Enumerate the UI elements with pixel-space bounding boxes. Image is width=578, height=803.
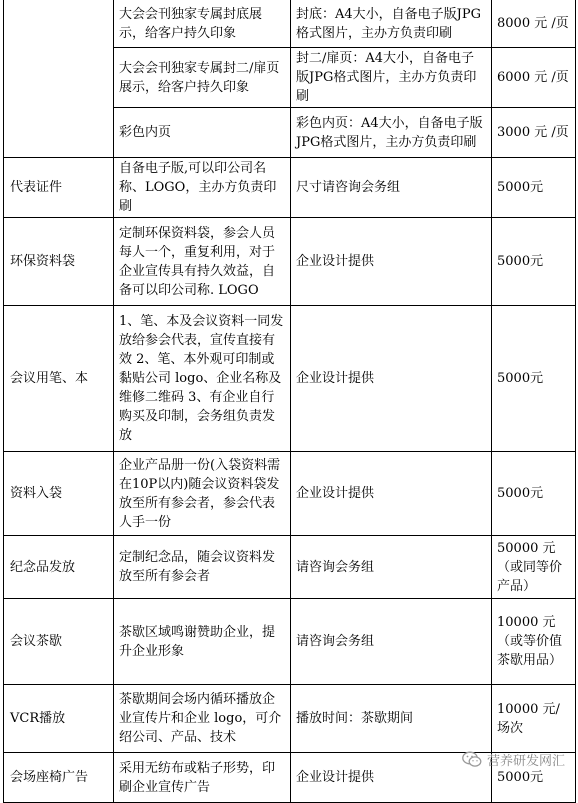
item-cell: 会场座椅广告	[4, 753, 114, 803]
spec-cell: 封二/扉页：A4大小，自备电子版JPG格式图片，主办方负责印刷	[291, 48, 492, 108]
price-cell: 8000 元 /页	[492, 0, 576, 48]
spec-cell: 请咨询会务组	[291, 536, 492, 599]
price-cell: 5000元	[492, 158, 576, 218]
content-cell: 大会会刊独家专属封二/扉页展示，给客户持久印象	[114, 48, 291, 108]
spec-cell: 企业设计提供	[291, 218, 492, 306]
price-cell: 5000元	[492, 753, 576, 803]
price-cell: 5000元	[492, 452, 576, 536]
price-cell: 5000元	[492, 306, 576, 452]
content-cell: 1、笔、本及会议资料一同发放给参会代表，宣传直接有效 2、笔、本外观可印制或黏贴公司 logo、企业名称及维修二维码 3、有企业自行购买及印制，会务组负责发放	[114, 306, 291, 452]
price-cell: 5000元	[492, 218, 576, 306]
spec-cell: 尺寸请咨询会务组	[291, 158, 492, 218]
table-row	[4, 158, 576, 218]
item-cell: 纪念品发放	[4, 536, 114, 599]
spec-cell: 企业设计提供	[291, 452, 492, 536]
item-cell: 环保资料袋	[4, 218, 114, 306]
spec-cell: 封底：A4大小，自备电子版JPG格式图片，主办方负责印刷	[291, 0, 492, 48]
content-cell: 企业产品册一份(入袋资料需在10P以内)随会议资料袋发放至所有参会者，参会代表人手一份	[114, 452, 291, 536]
item-cell: 代表证件	[4, 158, 114, 218]
content-cell: 大会会刊独家专属封底展示，给客户持久印象	[114, 0, 291, 48]
content-cell: 茶歇期间会场内循环播放企业宣传片和企业 logo，可介绍公司、产品、技术	[114, 685, 291, 753]
spec-cell: 播放时间：茶歇期间	[291, 685, 492, 753]
price-cell: 50000 元 （或同等价产品）	[492, 536, 576, 599]
spec-cell: 彩色内页：A4大小，自备电子版JPG格式图片，主办方负责印刷	[291, 108, 492, 158]
price-cell: 10000 元 （或等价值茶歇用品）	[492, 599, 576, 685]
table-row	[4, 685, 576, 753]
content-cell: 采用无纺布或粘子形势，印刷企业宣传广告	[114, 753, 291, 803]
content-cell: 彩色内页	[114, 108, 291, 158]
wechat-icon	[462, 751, 482, 768]
item-cell: 会议用笔、本	[4, 306, 114, 452]
watermark-text: 营养研发网汇	[487, 754, 566, 769]
spec-cell: 请咨询会务组	[291, 599, 492, 685]
watermark	[462, 750, 565, 769]
sponsorship-table	[3, 0, 576, 803]
price-cell: 6000 元 /页	[492, 48, 576, 108]
item-cell: 会议茶歇	[4, 599, 114, 685]
item-cell: VCR播放	[4, 685, 114, 753]
price-cell: 3000 元 /页	[492, 108, 576, 158]
table-row	[4, 452, 576, 536]
spec-cell: 企业设计提供	[291, 306, 492, 452]
content-cell: 自备电子版,可以印公司名称、LOGO，主办方负责印刷	[114, 158, 291, 218]
table-row	[4, 536, 576, 599]
spec-cell: 企业设计提供	[291, 753, 492, 803]
item-cell	[4, 0, 114, 158]
content-cell: 定制环保资料袋，参会人员每人一个，重复利用，对于企业宣传具有持久效益，自备可以印公司称. LOGO	[114, 218, 291, 306]
price-cell: 10000 元/场次	[492, 685, 576, 753]
table-row	[4, 599, 576, 685]
item-cell: 资料入袋	[4, 452, 114, 536]
table-row	[4, 0, 576, 48]
table-row	[4, 218, 576, 306]
content-cell: 茶歇区域鸣谢赞助企业，提升企业形象	[114, 599, 291, 685]
table-row	[4, 306, 576, 452]
content-cell: 定制纪念品，随会议资料发放至所有参会者	[114, 536, 291, 599]
